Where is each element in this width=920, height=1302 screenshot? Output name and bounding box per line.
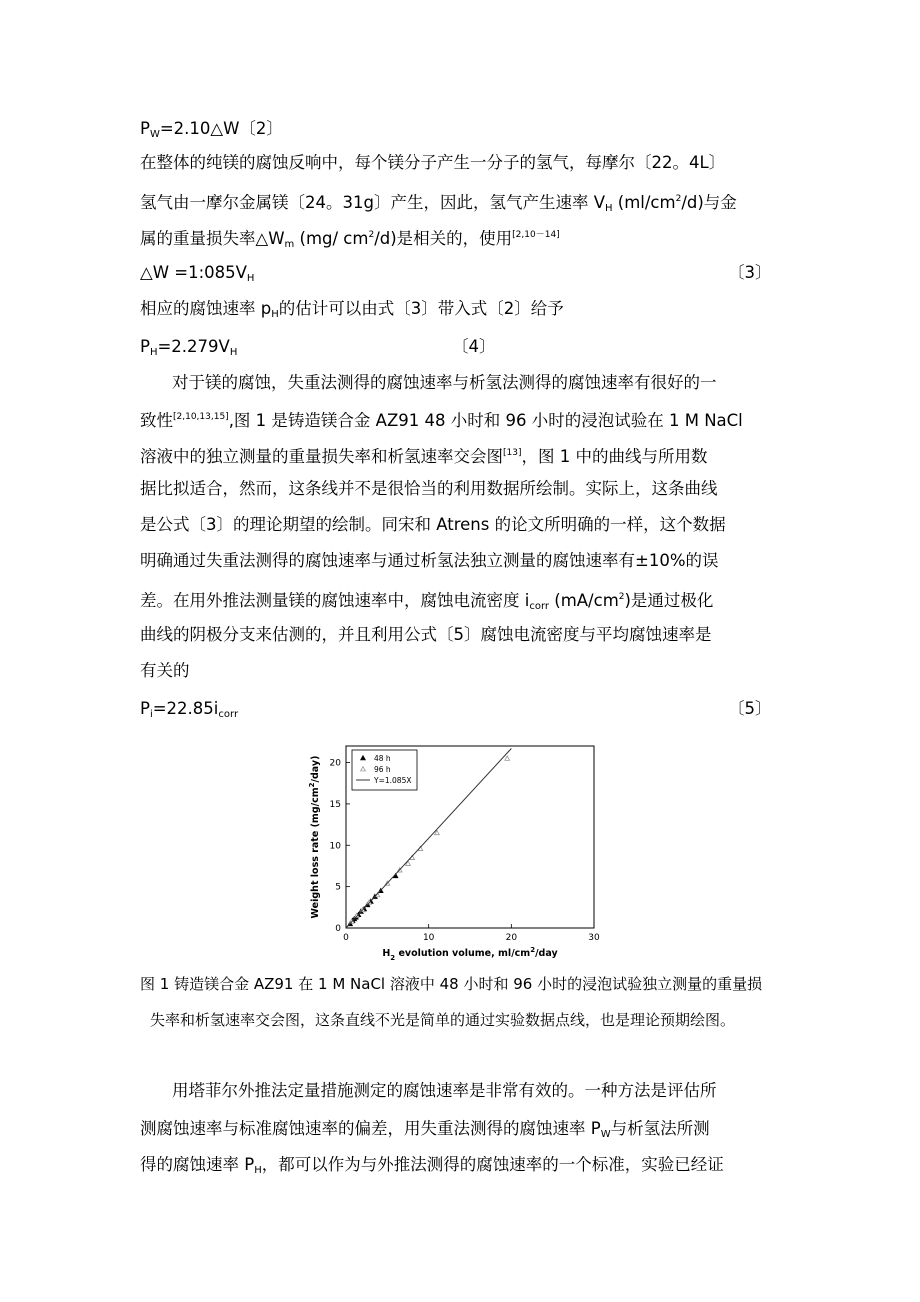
para1-line1: 在整体的纯镁的腐蚀反响中，每个镁分子产生一分子的氢气，每摩尔〔22。4L〕 [140, 153, 726, 172]
eq5-body: =22.85i [152, 699, 219, 718]
para3-line7-sup: 2 [618, 592, 625, 602]
x-tick-label: 30 [588, 933, 600, 943]
para3-line3-text: 溶液中的独立测量的重量损失率和析氢速率交会图 [140, 447, 503, 466]
citation-ref: [2,10－14] [512, 230, 560, 240]
para4-line2-sub: W [600, 1129, 611, 1140]
para1-line2-sup: 2 [675, 194, 682, 204]
eq4-sub2: H [229, 347, 238, 358]
para3-line7-unit: (mA/cm [549, 591, 619, 610]
para3-line1: 对于镁的腐蚀，失重法测得的腐蚀速率与析氢法测得的腐蚀速率有很好的一 [172, 373, 717, 392]
figure-caption-line1: 图 1 铸造镁合金 AZ91 在 1 M NaCl 溶液中 48 小时和 96 小时的浸泡试验独立测量的重量损 [140, 975, 763, 993]
para3-line2-end: ,图 1 是铸造镁合金 AZ91 48 小时和 96 小时的浸泡试验在 1 M NaCl [228, 411, 743, 430]
para3-line9: 有关的 [140, 661, 190, 680]
chart-legend [352, 750, 417, 790]
eq2-symbol: P [140, 119, 150, 138]
para3-line6: 明确通过失重法测得的腐蚀速率与通过析氢法独立测量的腐蚀速率有±10%的误 [140, 551, 719, 570]
x-tick-label: 20 [505, 933, 518, 943]
para2-sub: H [271, 309, 279, 320]
para4-line3-sub: H [254, 1165, 262, 1176]
equation-3 [140, 262, 254, 290]
para3-line7 [140, 586, 713, 618]
para3-line7-text: 差。在用外推法测量镁的腐蚀速率中，腐蚀电流密度 i [140, 591, 530, 610]
data-point-96h [505, 756, 510, 760]
y-axis-label: Weight loss rate $(mg/cm^2/day)$ [308, 755, 321, 919]
para1-line3-sup: 2 [368, 230, 375, 240]
para1-line3 [140, 224, 560, 256]
para3-line2 [140, 406, 743, 432]
x-tick-label: 0 [343, 933, 349, 943]
para1-line2-unit: (ml/cm [612, 193, 676, 212]
legend-label: Y=1.085X [374, 776, 412, 785]
para3-line3 [140, 442, 707, 468]
para3-line3-end: ，图 1 中的曲线与所用数 [521, 447, 708, 466]
y-tick-label: 20 [329, 758, 341, 769]
para2 [140, 298, 564, 326]
legend-label: 48 h [374, 754, 391, 763]
eq2-body: =2.10△W〔2〕 [159, 119, 283, 138]
para3-line7-sub: corr [529, 601, 550, 612]
para1-line3-text: 属的重量损失率△W [140, 229, 285, 248]
equation-2 [140, 118, 283, 146]
para3-line5: 是公式〔3〕的理论期望的绘制。同宋和 Atrens 的论文所明确的一样，这个数据 [140, 515, 726, 534]
para4-line2-end: 与析氢法所测 [610, 1119, 710, 1138]
figure-1-chart [300, 738, 610, 960]
eq4-symbol: P [140, 337, 150, 356]
para2-end: 的估计可以由式〔3〕带入式〔2〕给予 [278, 299, 564, 318]
para1-line3-end: /d)是相关的，使用 [374, 229, 513, 248]
para2-text: 相应的腐蚀速率 p [140, 299, 272, 318]
para4-line2-text: 测腐蚀速率与标准腐蚀速率的偏差，用失重法测得的腐蚀速率 P [140, 1119, 601, 1138]
y-tick-label: 10 [329, 841, 341, 852]
legend-label: 96 h [374, 765, 391, 774]
citation-ref: [2,10,13,15] [173, 412, 229, 422]
x-tick-label: 10 [422, 933, 435, 943]
equation-5-number: 〔5〕 [728, 699, 772, 718]
para3-line4: 据比拟适合，然而，这条线并不是很恰当的利用数据所绘制。实际上，这条曲线 [140, 479, 718, 498]
para1-line2-end: /d)与金 [681, 193, 737, 212]
eq2-subscript: W [149, 129, 160, 140]
para4-line3-end: ，都可以作为与外推法测得的腐蚀速率的一个标准，实验已经证 [261, 1155, 724, 1174]
eq4-sub: H [149, 347, 158, 358]
y-tick-label: 5 [335, 882, 341, 893]
y-tick-label: 15 [329, 799, 341, 810]
para4-line3-text: 得的腐蚀速率 P [140, 1155, 255, 1174]
eq3-body: △W =1:085V [140, 263, 247, 282]
para1-line3-sub: m [284, 239, 295, 250]
para1-line3-unit: (mg/ cm [294, 229, 369, 248]
para4-line3 [140, 1154, 724, 1182]
para1-line2 [140, 188, 737, 220]
citation-ref: [13] [503, 448, 522, 458]
eq4-body: =2.279V [157, 337, 230, 356]
para1-line2-sub: H [605, 203, 613, 214]
equation-4-number: 〔4〕 [452, 337, 496, 356]
x-axis-label: $H_2$ evolution volume, $ml/cm^2$/day [382, 946, 558, 960]
para4-line1: 用塔菲尔外推法定量措施测定的腐蚀速率是非常有效的。一种方法是评估所 [172, 1081, 717, 1100]
para4-line2 [140, 1118, 710, 1146]
eq3-subscript: H [246, 273, 255, 284]
equation-3-number: 〔3〕 [728, 263, 772, 282]
para3-line8: 曲线的阴极分支来估测的，并且利用公式〔5〕腐蚀电流密度与平均腐蚀速率是 [140, 625, 712, 644]
eq5-sub: i [149, 709, 153, 720]
eq5-symbol: P [140, 699, 150, 718]
equation-4 [140, 336, 237, 364]
equation-5 [140, 698, 238, 726]
y-tick-label: 0 [335, 924, 341, 934]
para3-line7-end: )是通过极化 [624, 591, 714, 610]
para1-line2-text: 氢气由一摩尔金属镁〔24。31g〕产生，因此，氢气产生速率 V [140, 193, 605, 212]
para3-line2-text: 致性 [140, 411, 173, 430]
figure-caption-line2: 失率和析氢速率交会图，这条直线不光是简单的通过实验数据点线，也是理论预期绘图。 [150, 1011, 736, 1029]
eq5-sub2: corr [218, 709, 239, 720]
